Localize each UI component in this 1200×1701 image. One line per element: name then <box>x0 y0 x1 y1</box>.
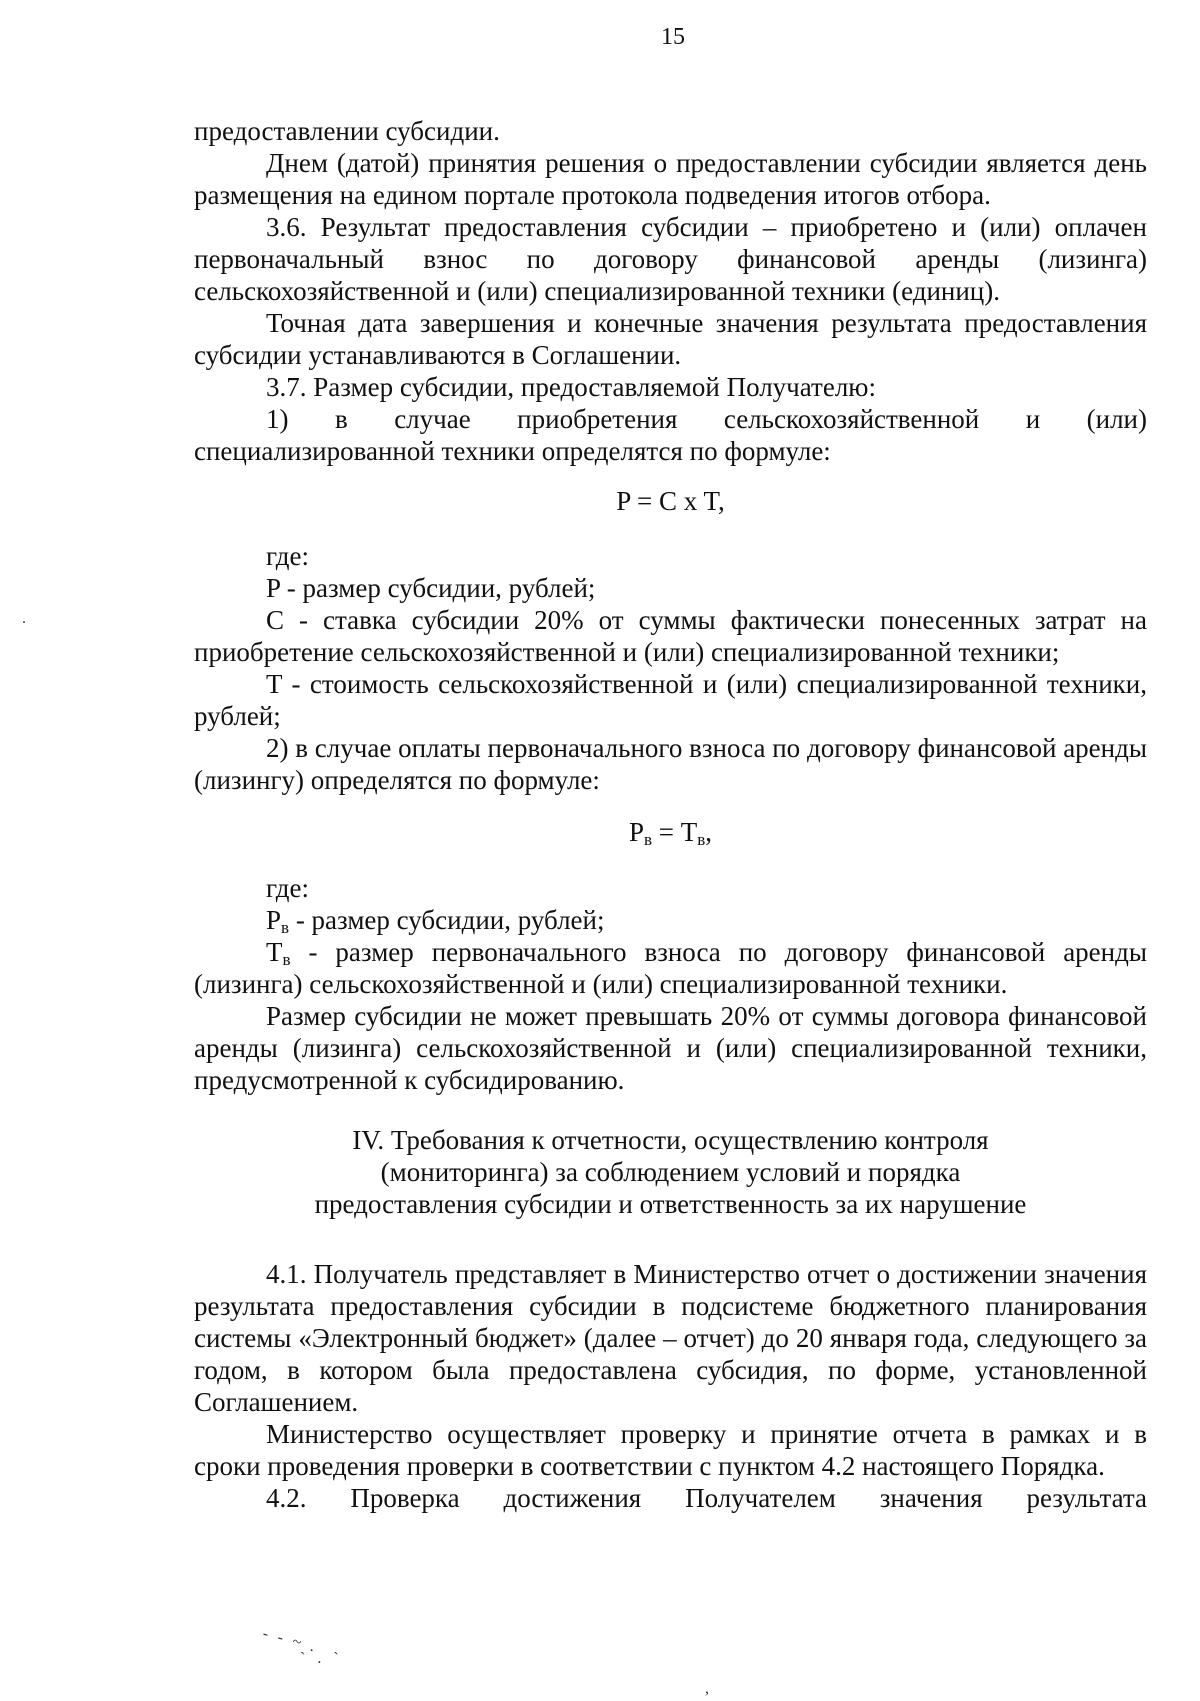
formula-subscript: в <box>643 830 653 849</box>
section-title <box>194 1124 1147 1220</box>
paragraph: где: <box>266 873 309 903</box>
definition-text: - размер субсидии, рублей; <box>289 905 605 935</box>
formula-purchase: P = C x T, <box>616 486 725 516</box>
formula-symbol: T <box>680 817 698 847</box>
definition-symbol: P <box>266 905 282 935</box>
formula-leasing <box>194 816 1147 848</box>
paragraph: Министерство осуществляет проверку и принятие отчета в рамках и в сроки проведения проверки в соответствии с пунктом 4.2 настоящего Порядка. <box>194 1419 1147 1481</box>
paragraph: предоставлении субсидии. <box>194 116 500 146</box>
scan-artifact: , <box>705 1680 709 1697</box>
formula-subscript: в <box>697 830 706 849</box>
page-number: 15 <box>661 24 685 50</box>
formula-symbol: P <box>628 817 644 847</box>
paragraph: где: <box>266 541 309 571</box>
paragraph: 3.6. Результат предоставления субсидии – приобретено и (или) оплачен первоначальный взнос по договору финансовой аренды (лизинга) сельскохозяйственной и (или) специализированной техники (единиц). <box>194 212 1147 306</box>
paragraph: 4.1. Получатель представляет в Министерство отчет о достижении значения результата предоставления субсидии в подсистеме бюджетного планирования системы «Электронный бюджет» (далее – отчет) до 20 января года, следующего за годом, в котором была предоставлена субсидия, по форме, установленной Соглашением. <box>194 1259 1147 1417</box>
paragraph: 1) в случае приобретения сельскохозяйственной и (или) специализированной техники определятся по формуле: <box>194 404 1147 466</box>
last-line: 4.2. Проверка достижения Получателем значения результата <box>266 1483 1147 1513</box>
paragraph: P - размер субсидии, рублей; <box>266 573 596 603</box>
document-body <box>194 115 1147 1514</box>
paragraph: T - стоимость сельскохозяйственной и (или) специализированной техники, рублей; <box>194 669 1147 731</box>
definition-subscript: в <box>281 918 290 937</box>
definition-pv <box>194 904 1147 936</box>
section-title-line: предоставления субсидии и ответственность за их нарушение <box>314 1189 1027 1219</box>
scan-artifact: . <box>22 610 26 627</box>
section-title-line: IV. Требования к отчетности, осуществлению контроля <box>352 1125 989 1155</box>
paragraph: 3.7. Размер субсидии, предоставляемой Получателю: <box>266 372 876 402</box>
definition-text: - размер первоначального взноса по договору финансовой аренды (лизинга) сельскохозяйственной и (или) специализированной техники. <box>194 937 1147 999</box>
scan-artifact: ` . ` <box>300 1650 343 1667</box>
definition-subscript: в <box>282 950 291 969</box>
definition-symbol: T <box>266 937 283 967</box>
formula-operator: = <box>652 817 681 847</box>
paragraph: 2) в случае оплаты первоначального взноса по договору финансовой аренды (лизингу) определятся по формуле: <box>194 733 1147 795</box>
scan-artifact: - - ~ . <box>260 1625 320 1657</box>
formula-punctuation: , <box>705 817 713 847</box>
paragraph: Днем (датой) принятия решения о предоставлении субсидии является день размещения на едином портале протокола подведения итогов отбора. <box>194 148 1147 210</box>
section-title-line: (мониторинга) за соблюдением условий и порядка <box>380 1157 961 1187</box>
paragraph: Размер субсидии не может превышать 20% от суммы договора финансовой аренды (лизинга) сельскохозяйственной и (или) специализированной техники, предусмотренной к субсидированию. <box>194 1001 1147 1095</box>
paragraph: Точная дата завершения и конечные значения результата предоставления субсидии устанавливаются в Соглашении. <box>194 308 1147 370</box>
definition-tv <box>194 936 1147 1000</box>
paragraph: C - ставка субсидии 20% от суммы фактически понесенных затрат на приобретение сельскохозяйственной и (или) специализированной техники; <box>194 605 1147 667</box>
